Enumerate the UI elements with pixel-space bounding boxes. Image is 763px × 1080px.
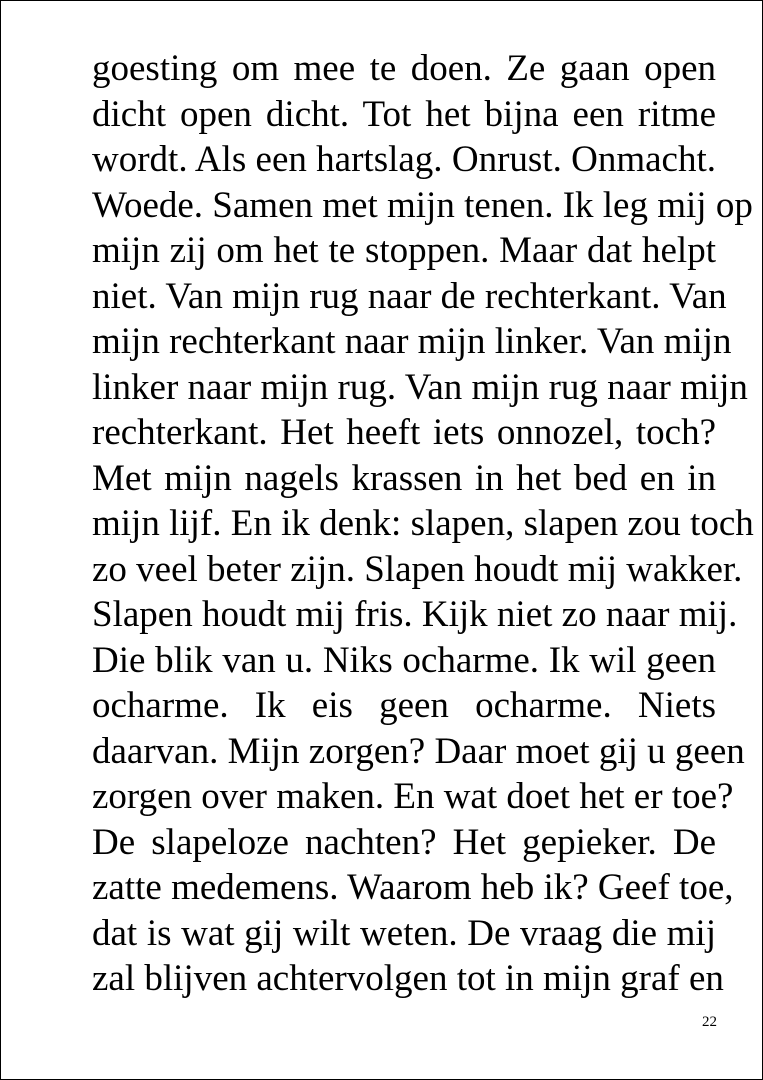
text-line-20: dat is wat gij wilt weten. De vraag die mij bbox=[92, 912, 716, 954]
text-line-16: daarvan. Mijn zorgen? Daar moet gij u geen bbox=[92, 730, 745, 772]
text-line-15: ocharme. Ik eis geen ocharme. Niets bbox=[92, 685, 716, 726]
text-line-4: Woede. Samen met mijn tenen. Ik leg mij op bbox=[92, 184, 753, 226]
text-line-17: zorgen over maken. En wat doet het er toe? bbox=[92, 776, 734, 817]
text-line-6: niet. Van mijn rug naar de rechterkant. Van bbox=[92, 275, 727, 317]
text-line-9: rechterkant. Het heeft iets onnozel, toch? bbox=[92, 412, 716, 453]
text-line-13: Slapen houdt mij fris. Kijk niet zo naar mij. bbox=[92, 594, 738, 635]
text-line-18: De slapeloze nachten? Het gepieker. De bbox=[92, 821, 716, 863]
text-line-14: Die blik van u. Niks ocharme. Ik wil geen bbox=[92, 639, 716, 681]
text-line-21: zal blijven achtervolgen tot in mijn graf en bbox=[92, 958, 724, 999]
text-line-5: mijn zij om het te stoppen. Maar dat helpt bbox=[92, 230, 716, 271]
text-line-7: mijn rechterkant naar mijn linker. Van mijn bbox=[92, 321, 732, 362]
text-line-8: linker naar mijn rug. Van mijn rug naar mijn bbox=[92, 366, 748, 408]
text-line-1: goesting om mee te doen. Ze gaan open bbox=[92, 48, 716, 89]
text-line-11: mijn lijf. En ik denk: slapen, slapen zou toch bbox=[92, 503, 754, 544]
page-number: 22 bbox=[702, 1014, 717, 1030]
text-line-19: zatte medemens. Waarom heb ik? Geef toe, bbox=[92, 867, 734, 908]
text-line-10: Met mijn nagels krassen in het bed en in bbox=[92, 457, 716, 499]
text-line-3: wordt. Als een hartslag. Onrust. Onmacht. bbox=[92, 139, 716, 180]
body-text bbox=[92, 46, 754, 1002]
text-line-12: zo veel beter zijn. Slapen houdt mij wakker. bbox=[92, 548, 743, 590]
text-line-2: dicht open dicht. Tot het bijna een ritme bbox=[92, 93, 716, 135]
